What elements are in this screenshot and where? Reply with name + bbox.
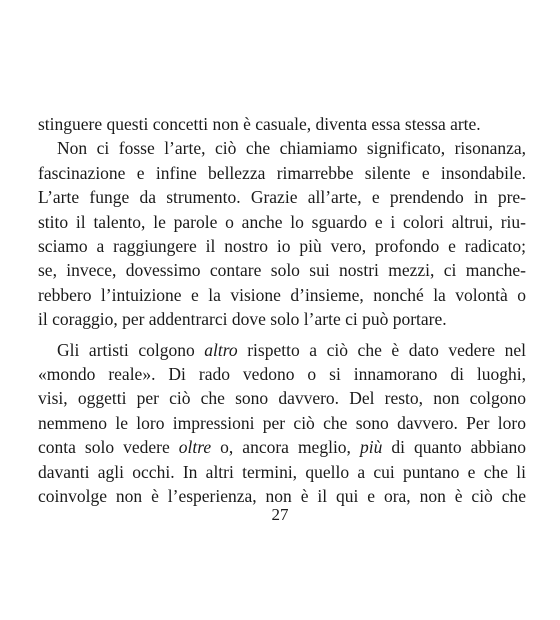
text-run: Gli artisti colgono [57, 339, 205, 360]
paragraph-1-line-6: se, invece, dovessimo contare solo sui nostri mezzi, ci manche- [38, 260, 526, 281]
paragraph-2-line-7: coinvolge non è l’esperienza, non è il qui e ora, non è ciò che [38, 486, 526, 507]
text-run: o, ancora meglio, [211, 437, 360, 458]
paragraph-1-line-5: sciamo a raggiungere il nostro io più vero, profondo e radicato; [38, 236, 526, 257]
text-run: rispetto a ciò che è dato vedere nel [237, 339, 526, 360]
paragraph-1-line-4: stito il talento, le parole o anche lo sguardo e i colori altrui, riu- [38, 211, 526, 232]
page-number: 27 [271, 505, 289, 524]
paragraph-2-line-2: «mondo reale». Di rado vedono o si innamorano di luoghi, [38, 364, 526, 385]
body-text [38, 112, 526, 509]
text-run: conta solo vedere [38, 437, 179, 458]
italic-run: oltre [178, 437, 212, 458]
text-run: di quanto abbiano [382, 437, 527, 458]
paragraph-1-line-2: fascinazione e infine bellezza rimarrebbe silente e insondabile. [38, 162, 526, 183]
paragraph-2-line-1 [38, 338, 526, 362]
italic-run: più [359, 437, 383, 458]
paragraph-1-line-8: il coraggio, per addentrarci dove solo l’arte ci può portare. [38, 309, 447, 330]
continuation-line: stinguere questi concetti non è casuale, diventa essa stessa arte. [38, 114, 481, 134]
paragraph-1-line-1: Non ci fosse l’arte, ciò che chiamiamo significato, risonanza, [57, 138, 526, 159]
paragraph-2-line-3: visi, oggetti per ciò che sono davvero. Del resto, non colgono [38, 388, 526, 409]
paragraph-1-line-3: L’arte funge da strumento. Grazie all’arte, e prendendo in pre- [38, 187, 526, 208]
paragraph-2-line-5 [38, 435, 526, 459]
italic-run: altro [204, 339, 238, 360]
paragraph-1-line-7: rebbero l’intuizione e la visione d’insieme, nonché la volontà o [38, 284, 526, 305]
paragraph-2-line-4: nemmeno le loro impressioni per ciò che sono davvero. Per loro [38, 412, 526, 433]
paragraph-2-line-6: davanti agli occhi. In altri termini, quello a cui puntano e che li [38, 461, 526, 482]
